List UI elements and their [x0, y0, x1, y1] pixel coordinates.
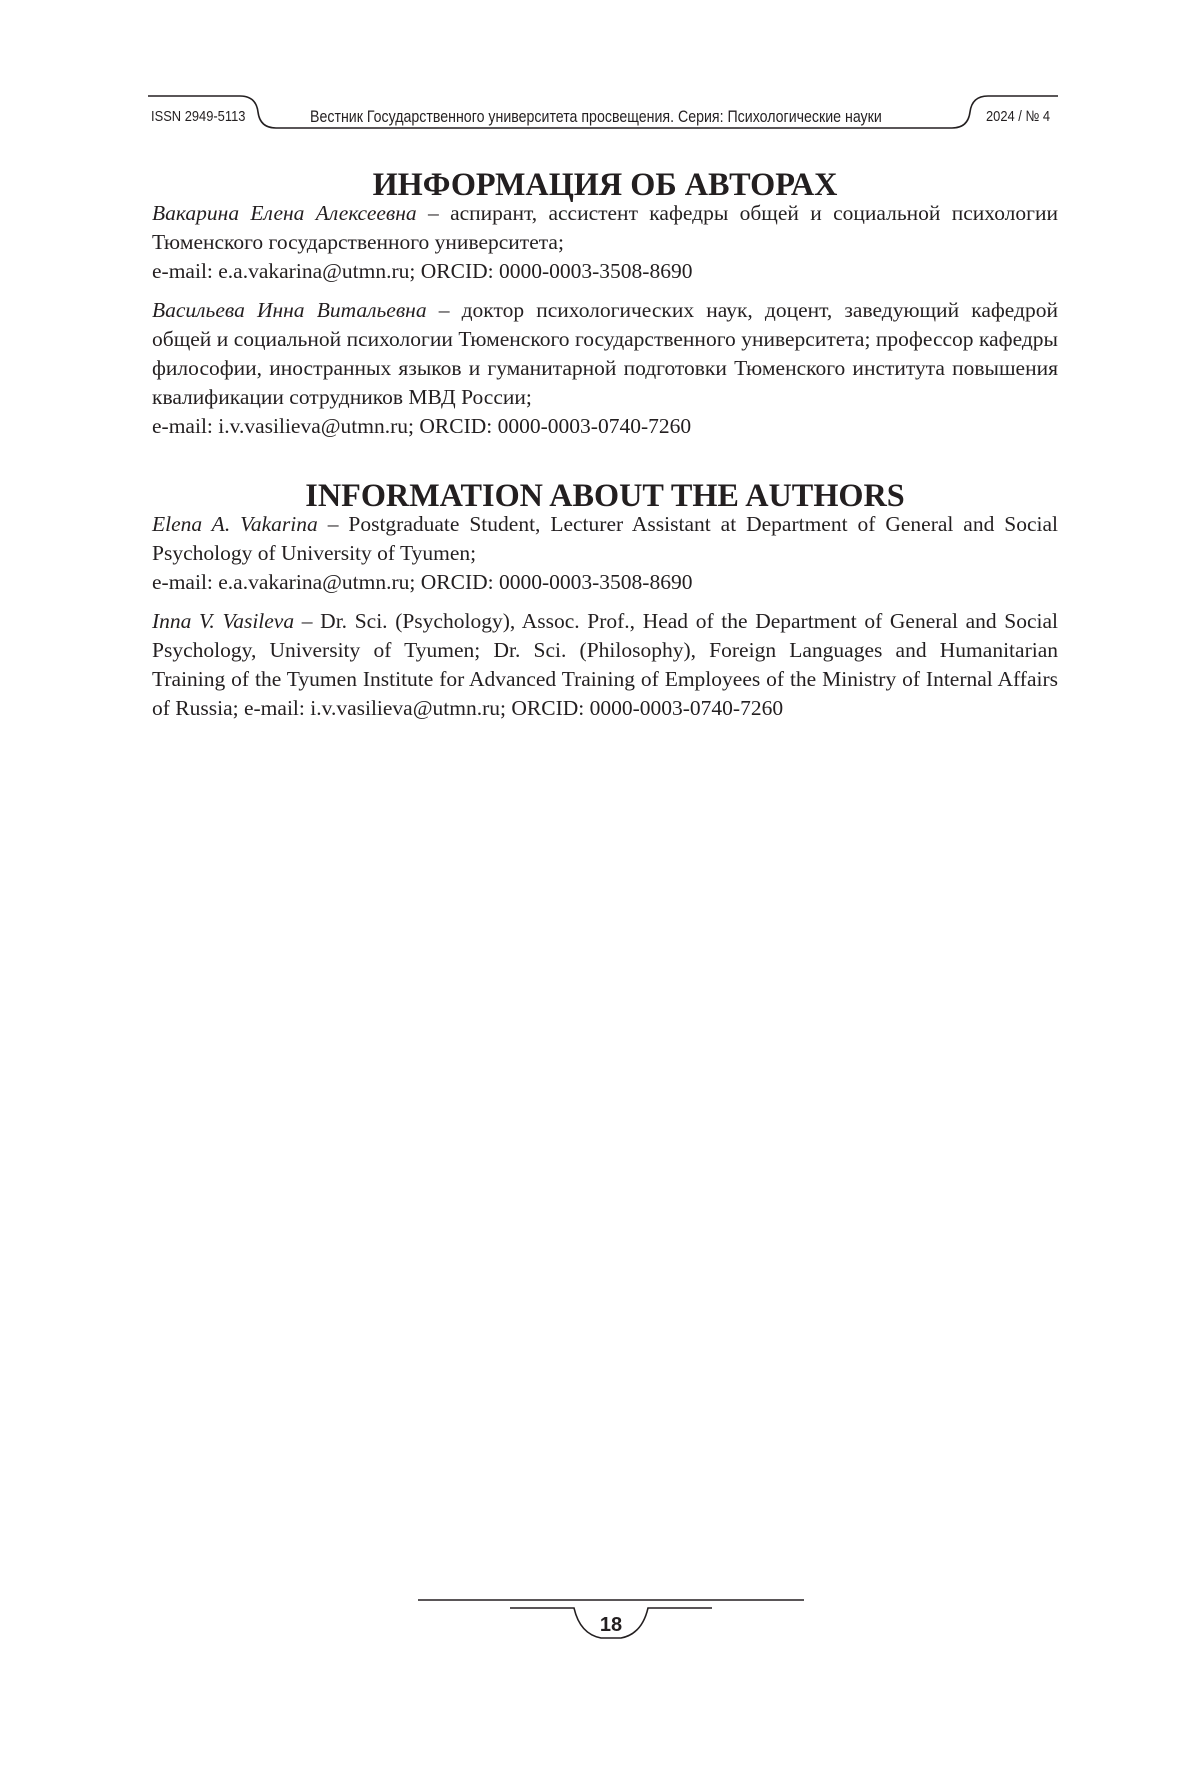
author-bio	[152, 199, 1058, 257]
author-description: – доктор психологических наук, доцент, заведующий кафедрой общей и социальной психологии Тюменского государственного университета; профессор кафедры философии, иностранных языков и гуманитарной подготовки Тюменского института повышения квалификации сотрудников МВД России;	[152, 298, 1058, 409]
author-description: – Dr. Sci. (Psychology), Assoc. Prof., Head of the Department of General and Social Psychology, University of Tyumen; Dr. Sci. (Philosophy), Foreign Languages and Humanitarian Training of the Tyumen Institute for Advanced Training of Employees of the Ministry of Internal Affairs of Russia; e-mail: i.v.vasilieva@utmn.ru; ORCID: 0000-0003-0740-7260	[152, 609, 1058, 720]
issue-number: 2024 / № 4	[986, 108, 1050, 125]
author-bio	[152, 607, 1058, 723]
author-bio	[152, 296, 1058, 412]
page-number: 18	[418, 1614, 804, 1637]
author-contact: e-mail: i.v.vasilieva@utmn.ru; ORCID: 0000-0003-0740-7260	[152, 412, 1058, 441]
author-description: – аспирант, ассистент кафедры общей и социальной психологии Тюменского государственного университета;	[152, 201, 1058, 254]
author-entry	[152, 510, 1058, 597]
author-entry	[152, 199, 1058, 286]
author-bio	[152, 510, 1058, 568]
running-header	[148, 90, 1058, 138]
author-name: Elena A. Vakarina	[152, 512, 318, 536]
page-content	[152, 170, 1058, 733]
issn: ISSN 2949-5113	[151, 108, 245, 125]
author-description: – Postgraduate Student, Lecturer Assistant at Department of General and Social Psychology of University of Tyumen;	[152, 512, 1058, 565]
page-footer	[418, 1598, 804, 1658]
author-entry	[152, 296, 1058, 441]
author-entry	[152, 607, 1058, 723]
section-title-en: INFORMATION ABOUT THE AUTHORS	[152, 481, 1058, 510]
author-contact: e-mail: e.a.vakarina@utmn.ru; ORCID: 0000-0003-3508-8690	[152, 257, 1058, 286]
journal-title: Вестник Государственного университета просвещения. Серия: Психологические науки	[310, 108, 882, 127]
section-title-ru: ИНФОРМАЦИЯ ОБ АВТОРАХ	[152, 170, 1058, 199]
author-name: Inna V. Vasileva	[152, 609, 294, 633]
author-name: Васильева Инна Витальевна	[152, 298, 427, 322]
author-contact: e-mail: e.a.vakarina@utmn.ru; ORCID: 0000-0003-3508-8690	[152, 568, 1058, 597]
author-name: Вакарина Елена Алексеевна	[152, 201, 417, 225]
